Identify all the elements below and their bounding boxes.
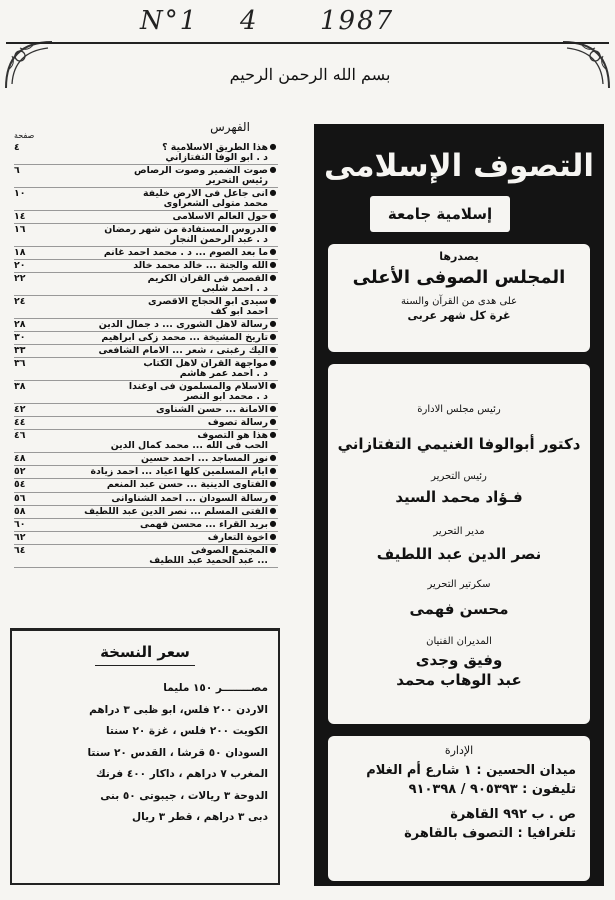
- toc-entry-line: تاريخ المشيخة ... محمد زكى ابراهيم: [101, 333, 268, 344]
- toc-entry-page: ٥٢: [14, 466, 26, 478]
- toc-entry: [14, 165, 278, 188]
- price-list: [12, 678, 278, 829]
- toc-entry: [14, 466, 278, 479]
- toc-entry: [14, 188, 278, 211]
- toc-entry: [14, 479, 278, 492]
- toc-entry-text: [32, 546, 268, 566]
- toc-entry-page: ٢٢: [14, 273, 26, 285]
- bullet-icon: ●: [269, 142, 277, 152]
- price-box: [10, 628, 280, 885]
- toc-entry-line: اخوة التعارف: [207, 532, 268, 543]
- toc-entry-line: رسالة تصوف: [207, 418, 268, 429]
- managing-editor-title: مدير التحرير: [433, 526, 485, 537]
- toc-entry-line: الفتاوى الدينية ... حسن عبد المنعم: [106, 480, 268, 491]
- toc-entry-text: [32, 359, 268, 379]
- toc-entry-text: [32, 405, 268, 415]
- toc-entry-line: صوت الضمير وصوت الرصاص: [133, 166, 268, 177]
- toc-entry-page: ٤٤: [14, 417, 26, 429]
- toc-entry-page: ٣٨: [14, 381, 26, 393]
- bullet-icon: ●: [269, 430, 277, 440]
- bullet-icon: ●: [269, 273, 277, 283]
- toc-entry-text: [32, 189, 268, 209]
- bullet-icon: ●: [269, 319, 277, 329]
- toc-entry-line: ... عبد الحميد عبد اللطيف: [149, 555, 268, 566]
- toc-entry: [14, 142, 278, 165]
- publisher-name: المجلس الصوفى الأعلى: [352, 267, 566, 288]
- bullet-icon: ●: [269, 505, 277, 515]
- toc-entry: [14, 345, 278, 358]
- toc-entry-line: احمد ابو كف: [210, 307, 268, 318]
- bullet-icon: ●: [269, 247, 277, 257]
- toc-entry-line: القصص فى القرآن الكريم: [147, 274, 268, 285]
- toc-entry-text: [32, 346, 268, 356]
- toc-entry-page: ٦٠: [14, 518, 26, 530]
- administration-pobox: ص . ب ٩٩٢ القاهرة: [450, 807, 576, 822]
- toc-entry-text: [32, 480, 268, 490]
- toc-entry-line: د . عبد الرحمن النجار: [170, 235, 268, 246]
- magazine-title: التصوف الإسلامى: [324, 148, 594, 184]
- bullet-icon: ●: [269, 188, 277, 198]
- toc-entry-line: انى جاعل فى الارض خليفة: [143, 189, 268, 200]
- published-by-label: يصدرها: [439, 250, 479, 263]
- handwritten-issue: [140, 6, 400, 36]
- toc-entry-page: ٥٦: [14, 492, 26, 504]
- toc-entry-line: بريد القراء ... محسن فهمى: [140, 519, 268, 530]
- administration-address: ميدان الحسين : ١ شارع أم الغلام: [366, 763, 576, 778]
- toc-entry: [14, 247, 278, 260]
- toc-entry-text: [32, 431, 268, 451]
- toc-entry: [14, 296, 278, 319]
- toc-entry-line: نور المساجد ... احمد حسين: [140, 454, 268, 465]
- bullet-icon: ●: [269, 165, 277, 175]
- secretary-title: سكرتير التحرير: [427, 579, 491, 590]
- toc-entry: [14, 404, 278, 417]
- toc-entry: [14, 224, 278, 247]
- toc-entry: [14, 519, 278, 532]
- toc-entry: [14, 532, 278, 545]
- toc-entry-line: هذا هو التصوف: [197, 431, 268, 442]
- bullet-icon: ●: [269, 466, 277, 476]
- toc-entry-text: [32, 333, 268, 343]
- price-line: المغرب ٧ دراهم ، داكار ٤٠٠ فرنك: [96, 768, 268, 781]
- toc-entry-line: د . ابو الوفا التفتازاني: [165, 153, 268, 164]
- toc-entry-page: ٦٤: [14, 544, 26, 556]
- toc-entry-page: ٤٢: [14, 404, 26, 416]
- toc-entry-line: د . احمد شلبى: [201, 284, 268, 295]
- editor-in-chief-title: رئيس التحرير: [431, 471, 487, 482]
- toc-entry-line: مواجهة القرآن لاهل الكتاب: [143, 359, 268, 370]
- toc-entry-line: د . محمد ابو النصر: [184, 392, 268, 403]
- toc-entry-text: [32, 225, 268, 245]
- handwritten-number: N°1: [140, 6, 199, 36]
- toc-entry-text: [32, 382, 268, 402]
- toc-entry-line: الامانة ... حسن الشناوى: [156, 405, 268, 416]
- toc-entry-text: [32, 467, 268, 477]
- toc-entry: [14, 358, 278, 381]
- bullet-icon: ●: [269, 479, 277, 489]
- bullet-icon: ●: [269, 531, 277, 541]
- toc-entry-page: ٤: [14, 142, 20, 154]
- toc-entry: [14, 453, 278, 466]
- price-title-underline: [95, 665, 195, 666]
- publication-frequency: غرة كل شهر عربى: [407, 309, 511, 322]
- toc-title: الفهرس: [210, 120, 250, 134]
- board-chair-name: دكتور أبوالوفا الغنيمي التفتازاني: [337, 435, 581, 453]
- price-line: الدوحة ٣ ريالات ، جيبوتى ٥٠ بنى: [100, 789, 268, 802]
- bullet-icon: ●: [269, 518, 277, 528]
- table-of-contents: [14, 132, 278, 624]
- price-title: سعر النسخة: [100, 643, 190, 661]
- toc-entry-text: [32, 494, 268, 504]
- toc-entry-page: ٤٦: [14, 430, 26, 442]
- editor-in-chief-name: فـؤاد محمد السيد: [395, 488, 523, 506]
- toc-entry: [14, 381, 278, 404]
- toc-entry-text: [32, 520, 268, 530]
- toc-entry-line: سيدى ابو الحجاج الاقصرى: [148, 297, 268, 308]
- art-director-2: عبد الوهاب محمد: [396, 671, 522, 689]
- toc-entry-line: رسالة لاهل الشورى ... د جمال الدين: [98, 320, 268, 331]
- bullet-icon: ●: [269, 381, 277, 391]
- toc-entry-line: المجتمع الصوفى: [190, 545, 268, 556]
- toc-entry-line: الدروس المستفادة من شهر رمضان: [104, 225, 268, 236]
- toc-entry-page: ١٦: [14, 224, 26, 236]
- toc-entry-line: اليك رغبتى ، شعر ... الامام الشافعى: [98, 346, 268, 357]
- toc-entry-page: ٣٠: [14, 332, 26, 344]
- toc-entry-text: [32, 248, 268, 258]
- art-director-1: وفيق وجدى: [415, 651, 503, 669]
- toc-entry: [14, 545, 278, 568]
- toc-entry: [14, 211, 278, 224]
- toc-entry-line: محمد متولى الشعراوى: [163, 199, 268, 210]
- toc-entry-page: ٣٣: [14, 345, 26, 357]
- toc-entry-text: [32, 297, 268, 317]
- toc-entry: [14, 260, 278, 273]
- toc-entry-text: [32, 143, 268, 163]
- price-line: مصــــــــر ١٥٠ مليما: [163, 682, 268, 694]
- board-chair-title: رئيس مجلس الادارة: [417, 404, 501, 415]
- administration-title: الإدارة: [444, 744, 474, 757]
- toc-entry-page: ٦: [14, 165, 20, 177]
- toc-entry-line: الاسلام والمسلمون فى اوغندا: [128, 382, 268, 393]
- bullet-icon: ●: [269, 544, 277, 554]
- price-line: دبى ٣ دراهم ، قطر ٣ ريال: [132, 811, 268, 824]
- toc-entry-page: ٢٠: [14, 260, 26, 272]
- bullet-icon: ●: [269, 492, 277, 502]
- toc-entry-text: [32, 533, 268, 543]
- art-directors-title: المديران الفنيان: [426, 636, 492, 647]
- toc-entry-text: [32, 274, 268, 294]
- toc-entry-line: ما بعد الصوم ... د . محمد احمد غانم: [103, 248, 268, 259]
- price-line: الكويت ٢٠٠ فلس ، غزة ٢٠ سنتا: [105, 725, 268, 738]
- publisher-box: [328, 244, 590, 352]
- toc-entry: [14, 319, 278, 332]
- bullet-icon: ●: [269, 211, 277, 221]
- toc-entry-text: [32, 166, 268, 186]
- toc-entry-line: الحب فى الله ... محمد كمال الدين: [110, 441, 268, 452]
- toc-entry-line: الفتى المسلم ... نصر الدين عبد اللطيف: [84, 506, 268, 517]
- administration-telegraph: تلغرافيا : التصوف بالقاهرة: [404, 826, 576, 841]
- toc-entry-page: ٣٦: [14, 358, 26, 370]
- toc-entry-page: ٥٨: [14, 505, 26, 517]
- administration-phone: تليفون : ٩٠٥٣٩٣ / ٩١٠٣٩٨: [408, 782, 576, 797]
- toc-entry: [14, 417, 278, 430]
- bullet-icon: ●: [269, 404, 277, 414]
- toc-page-header: صفحة: [14, 131, 35, 140]
- staff-box: [328, 364, 590, 724]
- toc-entry-page: ٢٨: [14, 319, 26, 331]
- secretary-name: محسن فهمى: [409, 600, 509, 618]
- basmala: بسم الله الرحمن الرحيم: [229, 65, 391, 84]
- toc-entry-page: ٦٢: [14, 531, 26, 543]
- toc-entry-line: د . احمد عمر هاشم: [179, 369, 268, 380]
- administration-box: [328, 736, 590, 881]
- toc-entry-page: ٢٤: [14, 296, 26, 308]
- toc-entry-line: رسالة السودان ... احمد الشناوانى: [111, 493, 268, 504]
- price-line: الاردن ٢٠٠ فلس، ابو ظبى ٣ دراهم: [89, 703, 268, 716]
- toc-entry: [14, 493, 278, 506]
- toc-entry: [14, 332, 278, 345]
- handwritten-issue-number: 4: [240, 6, 259, 36]
- toc-entry-line: هذا الطريق الاسلامية ؟: [162, 143, 268, 154]
- toc-entry-line: حول العالم الاسلامى: [172, 212, 268, 223]
- bullet-icon: ●: [269, 345, 277, 355]
- bullet-icon: ●: [269, 332, 277, 342]
- bullet-icon: ●: [269, 296, 277, 306]
- bullet-icon: ●: [269, 260, 277, 270]
- toc-entry-text: [32, 212, 268, 222]
- toc-entry-text: [32, 454, 268, 464]
- toc-entry-page: ٥٤: [14, 479, 26, 491]
- toc-entry-text: [32, 507, 268, 517]
- toc-entry-page: ٤٨: [14, 453, 26, 465]
- price-line: السودان ٥٠ قرشا ، القدس ٢٠ سنتا: [87, 746, 268, 759]
- toc-entry-line: ايام المسلمين كلها اعياد ... احمد زيادة: [90, 467, 268, 478]
- toc-entry-page: ١٤: [14, 211, 26, 223]
- toc-entry-text: [32, 418, 268, 428]
- managing-editor-name: نصر الدين عبد اللطيف: [376, 545, 542, 563]
- toc-entry-text: [32, 320, 268, 330]
- bullet-icon: ●: [269, 358, 277, 368]
- toc-entry-page: ١٨: [14, 247, 26, 259]
- toc-entry-page: ١٠: [14, 188, 26, 200]
- toc-entry-line: الله والجنة ... خالد محمد خالد: [133, 261, 268, 272]
- bullet-icon: ●: [269, 224, 277, 234]
- bullet-icon: ●: [269, 417, 277, 427]
- toc-entries: [14, 142, 278, 567]
- toc-entry-line: رئيس التحرير: [206, 176, 268, 187]
- magazine-subtitle: إسلامية جامعة: [370, 196, 510, 232]
- bullet-icon: ●: [269, 453, 277, 463]
- tagline: على هدى من القرآن والسنة: [400, 296, 518, 307]
- toc-entry: [14, 273, 278, 296]
- toc-entry: [14, 430, 278, 453]
- toc-entry: [14, 506, 278, 519]
- handwritten-year: 1987: [320, 6, 395, 36]
- toc-entry-text: [32, 261, 268, 271]
